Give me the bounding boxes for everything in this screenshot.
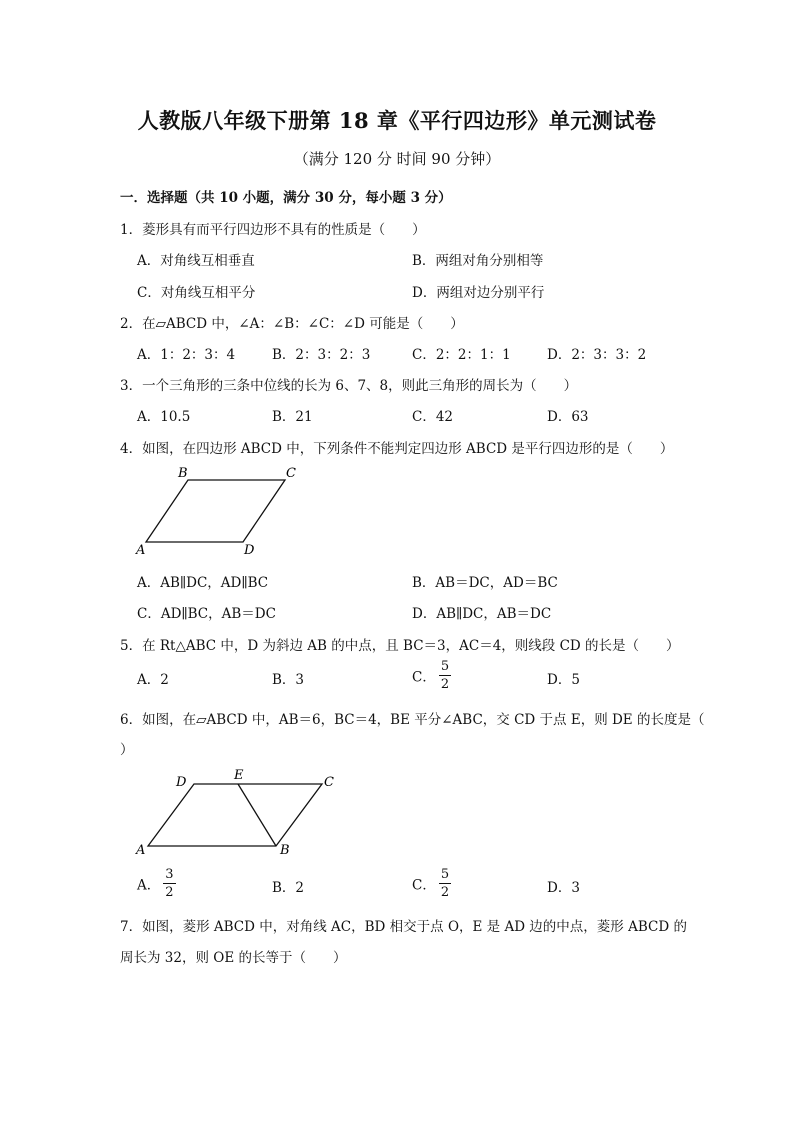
question-4-option-c: C．AD∥BC，AB＝DC [137,606,276,622]
question-2-stem: 2．在▱ABCD 中，∠A：∠B：∠C：∠D 可能是（ ） [120,316,464,332]
question-2-option-c: C．2：2：1：1 [412,347,511,363]
question-3-stem: 3．一个三角形的三条中位线的长为 6、7、8，则此三角形的周长为（ ） [120,378,578,394]
vertex-label-b: B [178,466,188,481]
fraction-numerator: 5 [440,867,450,882]
question-2-option-a: A．1：2：3：4 [137,347,236,363]
vertex-label-a: A [136,543,146,558]
question-6-stem-line-2: ） [120,742,134,758]
question-3-option-c: C．42 [412,409,454,425]
option-a-label: A． [137,877,161,894]
vertex-label-a: A [136,843,146,858]
question-1-option-a: A．对角线互相垂直 [137,253,255,269]
parallelogram-abcd [146,480,285,542]
exam-info: （满分 120 分 时间 90 分钟） [293,150,501,168]
fraction-numerator: 3 [165,867,174,882]
section-heading: 一．选择题（共 10 小题，满分 30 分，每小题 3 分） [120,190,452,206]
question-2-option-d: D．2：3：3：2 [547,347,647,363]
question-3-option-d: D．63 [547,409,589,425]
fraction-five-halves [439,868,451,899]
vertex-label-b: B [280,843,290,858]
question-2-option-b: B．2：3：2：3 [272,347,371,363]
vertex-label-e: E [234,768,244,783]
fraction-denominator: 2 [440,677,450,692]
question-5-option-a: A．2 [137,672,169,688]
vertex-label-c: C [324,775,334,790]
vertex-label-c: C [286,466,296,481]
question-7-stem-line-2: 周长为 32，则 OE 的长等于（ ） [120,950,347,966]
question-5-option-c [412,660,451,691]
question-6-option-b: B．2 [272,880,305,896]
question-1-option-b: B．两组对角分别相等 [412,253,544,269]
fraction-numerator: 5 [440,659,450,674]
parallelogram-abcd [148,784,322,846]
question-1-stem: 1．菱形具有而平行四边形不具有的性质是（ ） [120,222,426,238]
question-6-option-a [137,868,176,899]
vertex-label-d: D [176,775,187,790]
page-title: 人教版八年级下册第 18 章《平行四边形》单元测试卷 [137,108,657,133]
question-6-option-d: D．3 [547,880,580,896]
question-1-option-c: C．对角线互相平分 [137,285,256,301]
question-3-option-a: A．10.5 [137,409,191,425]
fraction-denominator: 2 [440,885,450,900]
vertex-label-d: D [244,543,255,558]
question-4-stem: 4．如图，在四边形 ABCD 中，下列条件不能判定四边形 ABCD 是平行四边形的是（ ） [120,441,674,457]
question-6-stem-line-1: 6．如图，在▱ABCD 中，AB＝6，BC＝4，BE 平分∠ABC，交 CD 于点 E，则 DE 的长度是（ [120,712,705,728]
question-6-option-c [412,868,451,899]
fraction-five-halves [439,660,451,691]
question-7-stem-line-1: 7．如图，菱形 ABCD 中，对角线 AC，BD 相交于点 O，E 是 AD 边的中点，菱形 ABCD 的 [120,919,687,935]
option-c-label: C． [412,877,436,894]
option-c-label: C． [412,669,436,686]
question-4-figure [130,462,320,560]
fraction-three-halves [163,868,175,899]
question-5-stem: 5．在 Rt△ABC 中，D 为斜边 AB 的中点，且 BC＝3，AC＝4，则线段 CD 的长是（ ） [120,638,680,654]
question-1-option-d: D．两组对边分别平行 [412,285,545,301]
question-4-option-a: A．AB∥DC，AD∥BC [137,575,269,591]
segment-be [238,784,276,846]
question-5-option-b: B．3 [272,672,305,688]
fraction-denominator: 2 [165,885,174,900]
question-6-figure [130,766,350,858]
question-5-option-d: D．5 [547,672,580,688]
question-4-option-b: B．AB＝DC，AD＝BC [412,575,558,591]
question-4-option-d: D．AB∥DC，AB＝DC [412,606,552,622]
question-3-option-b: B．21 [272,409,313,425]
